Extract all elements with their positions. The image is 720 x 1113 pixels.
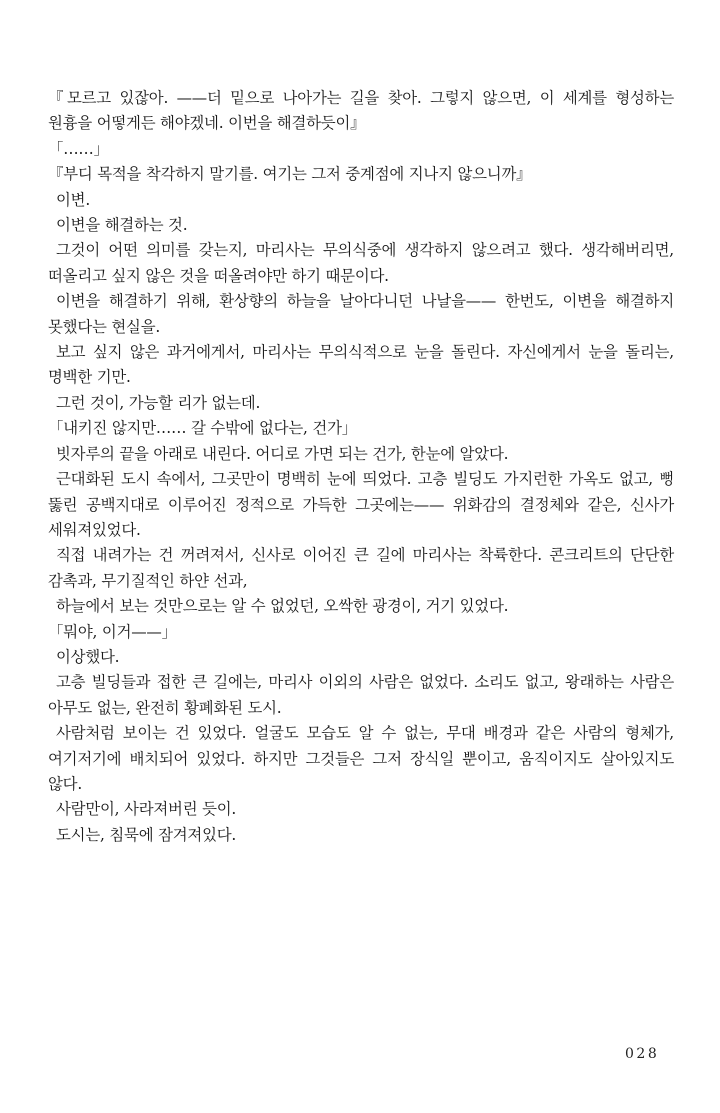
paragraph-10: 「내키진 않지만…… 갈 수밖에 없다는, 건가」 (48, 419, 357, 438)
paragraph-18: 사람처럼 보이는 건 있었다. 얼굴도 모습도 알 수 없는, 무대 배경과 같은 사람의 형체가, 여기저기에 배치되어 있었다. 하지만 그것들은 그저 장식일 뿐이고, 움직이지도 살아있지도 않다. (48, 724, 674, 793)
paragraph-8: 보고 싶지 않은 과거에게서, 마리사는 무의식적으로 눈을 돌린다. 자신에게서 눈을 돌리는, 명백한 기만. (48, 343, 674, 387)
paragraph-17: 고층 빌딩들과 접한 큰 길에는, 마리사 이외의 사람은 없었다. 소리도 없고, 왕래하는 사람은 아무도 없는, 완전히 황폐화된 도시. (48, 673, 674, 717)
page-number: 028 (625, 1046, 660, 1062)
paragraph-12: 근대화된 도시 속에서, 그곳만이 명백히 눈에 띄었다. 고층 빌딩도 가지런한 가옥도 없고, 뻥 뚫린 공백지대로 이루어진 정적으로 가득한 그곳에는—— 위화감의 결정체와 같은, 신사가 세워져있었다. (48, 470, 674, 539)
paragraph-6: 그것이 어떤 의미를 갖는지, 마리사는 무의식중에 생각하지 않으려고 했다. 생각해버리면, 떠올리고 싶지 않은 것을 떠올려야만 하기 때문이다. (48, 241, 674, 285)
paragraph-14: 하늘에서 보는 것만으로는 알 수 없었던, 오싹한 광경이, 거기 있었다. (56, 597, 509, 616)
paragraph-5: 이변을 해결하는 것. (56, 216, 188, 235)
paragraph-11: 빗자루의 끝을 아래로 내린다. 어디로 가면 되는 건가, 한눈에 알았다. (56, 444, 509, 463)
paragraph-20: 도시는, 침묵에 잠겨져있다. (56, 825, 237, 844)
paragraph-1: 『모르고 있잖아. ——더 밑으로 나아가는 길을 찾아. 그렇지 않으면, 이 세계를 형성하는 원흉을 어떻게든 해야겠네. 이번을 해결하듯이』 (48, 89, 674, 133)
paragraph-3: 『부디 목적을 착각하지 말기를. 여기는 그저 중계점에 지나지 않으니까』 (48, 165, 532, 184)
paragraph-7: 이변을 해결하기 위해, 환상향의 하늘을 날아다니던 나날을—— 한번도, 이변을 해결하지 못했다는 현실을. (48, 292, 674, 336)
paragraph-9: 그런 것이, 가능할 리가 없는데. (56, 393, 261, 412)
paragraph-2: 「……」 (48, 139, 109, 158)
body-text (48, 86, 674, 848)
paragraph-19: 사람만이, 사라져버린 듯이. (56, 800, 237, 819)
paragraph-16: 이상했다. (56, 647, 120, 666)
paragraph-13: 직접 내려가는 건 꺼려져서, 신사로 이어진 큰 길에 마리사는 착륙한다. 콘크리트의 단단한 감촉과, 무기질적인 하얀 선과, (48, 546, 674, 590)
paragraph-15: 「뭐야, 이거——」 (48, 622, 177, 641)
paragraph-4: 이변. (56, 190, 91, 209)
